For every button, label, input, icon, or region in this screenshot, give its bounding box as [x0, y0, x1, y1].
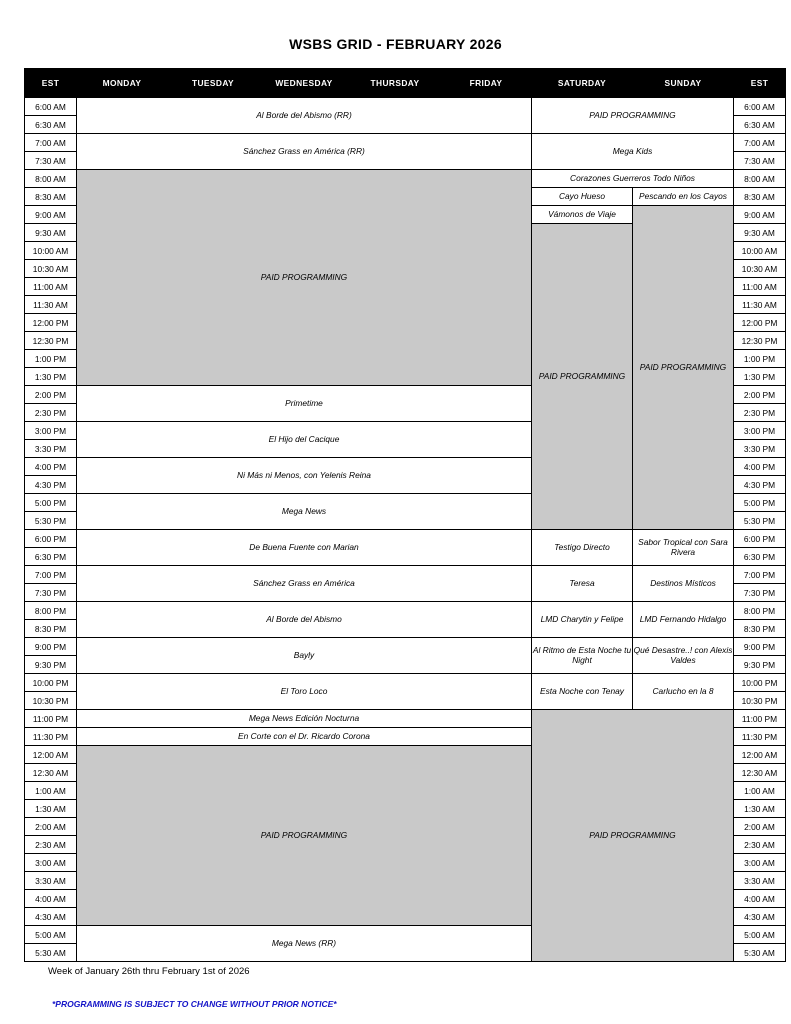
time-label-left: 8:00 PM [25, 602, 77, 620]
time-label-left: 12:00 PM [25, 314, 77, 332]
time-label-right: 2:30 AM [734, 836, 786, 854]
time-label-right: 12:00 AM [734, 746, 786, 764]
time-label-left: 10:00 AM [25, 242, 77, 260]
time-label-left: 6:00 AM [25, 98, 77, 116]
saturday-program-block: Teresa [532, 566, 633, 602]
column-header-wednesday-3: WEDNESDAY [259, 69, 350, 98]
column-header-thursday-4: THURSDAY [350, 69, 441, 98]
grid-header-row [25, 69, 786, 98]
time-label-right: 11:00 AM [734, 278, 786, 296]
weekday-paid-programming-block: PAID PROGRAMMING [77, 170, 532, 386]
time-label-right: 12:30 PM [734, 332, 786, 350]
time-label-right: 9:00 AM [734, 206, 786, 224]
weekday-program-block: De Buena Fuente con Marian [77, 530, 532, 566]
time-label-left: 8:30 PM [25, 620, 77, 638]
time-label-right: 7:30 AM [734, 152, 786, 170]
time-label-left: 3:00 AM [25, 854, 77, 872]
time-label-right: 6:30 AM [734, 116, 786, 134]
time-label-right: 8:30 AM [734, 188, 786, 206]
time-label-left: 7:30 AM [25, 152, 77, 170]
time-label-left: 7:30 PM [25, 584, 77, 602]
time-label-left: 6:00 PM [25, 530, 77, 548]
time-label-left: 8:30 AM [25, 188, 77, 206]
time-label-left: 4:00 AM [25, 890, 77, 908]
time-label-left: 8:00 AM [25, 170, 77, 188]
schedule-grid [24, 68, 786, 962]
time-label-right: 6:00 PM [734, 530, 786, 548]
weekday-program-block: Sánchez Grass en América (RR) [77, 134, 532, 170]
saturday-program-block: Mega Kids [532, 134, 734, 170]
weekday-program-block: Primetime [77, 386, 532, 422]
weekday-program-block: Mega News (RR) [77, 926, 532, 962]
saturday-program-block: Testigo Directo [532, 530, 633, 566]
sunday-program-block: Destinos Místicos [633, 566, 734, 602]
weekday-program-block: Sánchez Grass en América [77, 566, 532, 602]
time-label-right: 6:30 PM [734, 548, 786, 566]
time-label-right: 3:30 PM [734, 440, 786, 458]
time-label-left: 11:00 PM [25, 710, 77, 728]
time-label-left: 10:30 PM [25, 692, 77, 710]
grid-row [25, 710, 786, 728]
time-label-left: 5:30 PM [25, 512, 77, 530]
time-label-left: 5:00 AM [25, 926, 77, 944]
time-label-right: 9:30 PM [734, 656, 786, 674]
time-label-right: 1:30 PM [734, 368, 786, 386]
time-label-right: 1:00 PM [734, 350, 786, 368]
column-header-est-0: EST [25, 69, 77, 98]
time-label-left: 4:30 AM [25, 908, 77, 926]
grid-row [25, 602, 786, 620]
time-label-left: 4:00 PM [25, 458, 77, 476]
time-label-left: 9:30 PM [25, 656, 77, 674]
time-label-right: 6:00 AM [734, 98, 786, 116]
time-label-left: 6:30 AM [25, 116, 77, 134]
time-label-right: 10:00 PM [734, 674, 786, 692]
time-label-right: 5:00 PM [734, 494, 786, 512]
time-label-right: 4:00 PM [734, 458, 786, 476]
change-notice: *PROGRAMMING IS SUBJECT TO CHANGE WITHOUT PRIOR NOTICE* [52, 999, 337, 1009]
time-label-right: 3:30 AM [734, 872, 786, 890]
saturday-program-block: PAID PROGRAMMING [532, 98, 734, 134]
time-label-right: 4:30 AM [734, 908, 786, 926]
weekday-program-block: El Hijo del Cacique [77, 422, 532, 458]
time-label-right: 11:30 AM [734, 296, 786, 314]
saturday-program-block: Al Ritmo de Esta Noche tu Night [532, 638, 633, 674]
saturday-program-block: Cayo Hueso [532, 188, 633, 206]
weekday-program-block: Mega News [77, 494, 532, 530]
time-label-right: 8:00 AM [734, 170, 786, 188]
time-label-left: 9:00 PM [25, 638, 77, 656]
weekday-program-block: Al Borde del Abismo [77, 602, 532, 638]
grid-row [25, 134, 786, 152]
grid-row [25, 566, 786, 584]
time-label-left: 2:30 PM [25, 404, 77, 422]
time-label-right: 4:00 AM [734, 890, 786, 908]
time-label-left: 11:30 AM [25, 296, 77, 314]
time-label-left: 9:30 AM [25, 224, 77, 242]
sunday-paid-programming-block: PAID PROGRAMMING [633, 206, 734, 530]
column-header-monday-1: MONDAY [77, 69, 168, 98]
time-label-left: 7:00 AM [25, 134, 77, 152]
time-label-left: 3:30 AM [25, 872, 77, 890]
time-label-left: 10:30 AM [25, 260, 77, 278]
time-label-right: 10:30 AM [734, 260, 786, 278]
sunday-program-block: LMD Fernando Hidalgo [633, 602, 734, 638]
week-footnote: Week of January 26th thru February 1st of 2026 [48, 966, 250, 977]
column-header-saturday-6: SATURDAY [532, 69, 633, 98]
time-label-right: 2:30 PM [734, 404, 786, 422]
weekday-paid-programming-block: PAID PROGRAMMING [77, 746, 532, 926]
grid-row [25, 170, 786, 188]
time-label-left: 9:00 AM [25, 206, 77, 224]
time-label-right: 11:00 PM [734, 710, 786, 728]
time-label-left: 1:30 PM [25, 368, 77, 386]
time-label-left: 3:30 PM [25, 440, 77, 458]
time-label-left: 1:00 PM [25, 350, 77, 368]
saturday-program-block: Vámonos de Viaje [532, 206, 633, 224]
time-label-right: 9:00 PM [734, 638, 786, 656]
time-label-right: 1:30 AM [734, 800, 786, 818]
sunday-program-block: Sabor Tropical con Sara Rivera [633, 530, 734, 566]
saturday-paid-programming-block: PAID PROGRAMMING [532, 710, 734, 962]
time-label-left: 12:00 AM [25, 746, 77, 764]
time-label-left: 5:30 AM [25, 944, 77, 962]
saturday-program-block: Esta Noche con Tenay [532, 674, 633, 710]
grid-row [25, 98, 786, 116]
time-label-right: 7:00 PM [734, 566, 786, 584]
time-label-left: 11:30 PM [25, 728, 77, 746]
time-label-right: 9:30 AM [734, 224, 786, 242]
weekday-program-block: En Corte con el Dr. Ricardo Corona [77, 728, 532, 746]
weekday-program-block: Al Borde del Abismo (RR) [77, 98, 532, 134]
time-label-right: 10:00 AM [734, 242, 786, 260]
grid-row [25, 674, 786, 692]
time-label-left: 7:00 PM [25, 566, 77, 584]
time-label-left: 6:30 PM [25, 548, 77, 566]
time-label-right: 8:00 PM [734, 602, 786, 620]
saturday-paid-programming-block: PAID PROGRAMMING [532, 224, 633, 530]
time-label-left: 10:00 PM [25, 674, 77, 692]
time-label-right: 5:30 AM [734, 944, 786, 962]
time-label-left: 2:30 AM [25, 836, 77, 854]
page-title: WSBS GRID - FEBRUARY 2026 [289, 36, 502, 52]
time-label-right: 3:00 AM [734, 854, 786, 872]
time-label-right: 11:30 PM [734, 728, 786, 746]
column-header-est-8: EST [734, 69, 786, 98]
grid-row [25, 638, 786, 656]
grid-row [25, 530, 786, 548]
sunday-program-block: Pescando en los Cayos [633, 188, 734, 206]
time-label-right: 12:00 PM [734, 314, 786, 332]
time-label-right: 12:30 AM [734, 764, 786, 782]
time-label-left: 5:00 PM [25, 494, 77, 512]
time-label-left: 12:30 PM [25, 332, 77, 350]
column-header-friday-5: FRIDAY [441, 69, 532, 98]
column-header-sunday-7: SUNDAY [633, 69, 734, 98]
time-label-left: 4:30 PM [25, 476, 77, 494]
weekday-program-block: Bayly [77, 638, 532, 674]
column-header-tuesday-2: TUESDAY [168, 69, 259, 98]
time-label-left: 1:00 AM [25, 782, 77, 800]
time-label-left: 11:00 AM [25, 278, 77, 296]
weekday-program-block: Ni Más ni Menos, con Yelenis Reina [77, 458, 532, 494]
saturday-program-block: Corazones Guerreros Todo Niños [532, 170, 734, 188]
time-label-right: 5:30 PM [734, 512, 786, 530]
time-label-right: 4:30 PM [734, 476, 786, 494]
time-label-right: 2:00 AM [734, 818, 786, 836]
time-label-right: 8:30 PM [734, 620, 786, 638]
weekday-program-block: El Toro Loco [77, 674, 532, 710]
time-label-left: 1:30 AM [25, 800, 77, 818]
saturday-program-block: LMD Charytin y Felipe [532, 602, 633, 638]
sunday-program-block: Qué Desastre..! con Alexis Valdes [633, 638, 734, 674]
time-label-right: 5:00 AM [734, 926, 786, 944]
time-label-left: 2:00 PM [25, 386, 77, 404]
time-label-right: 2:00 PM [734, 386, 786, 404]
time-label-right: 7:30 PM [734, 584, 786, 602]
time-label-left: 3:00 PM [25, 422, 77, 440]
time-label-right: 3:00 PM [734, 422, 786, 440]
time-label-left: 2:00 AM [25, 818, 77, 836]
weekday-program-block: Mega News Edición Nocturna [77, 710, 532, 728]
time-label-right: 10:30 PM [734, 692, 786, 710]
sunday-program-block: Carlucho en la 8 [633, 674, 734, 710]
time-label-right: 7:00 AM [734, 134, 786, 152]
time-label-left: 12:30 AM [25, 764, 77, 782]
time-label-right: 1:00 AM [734, 782, 786, 800]
